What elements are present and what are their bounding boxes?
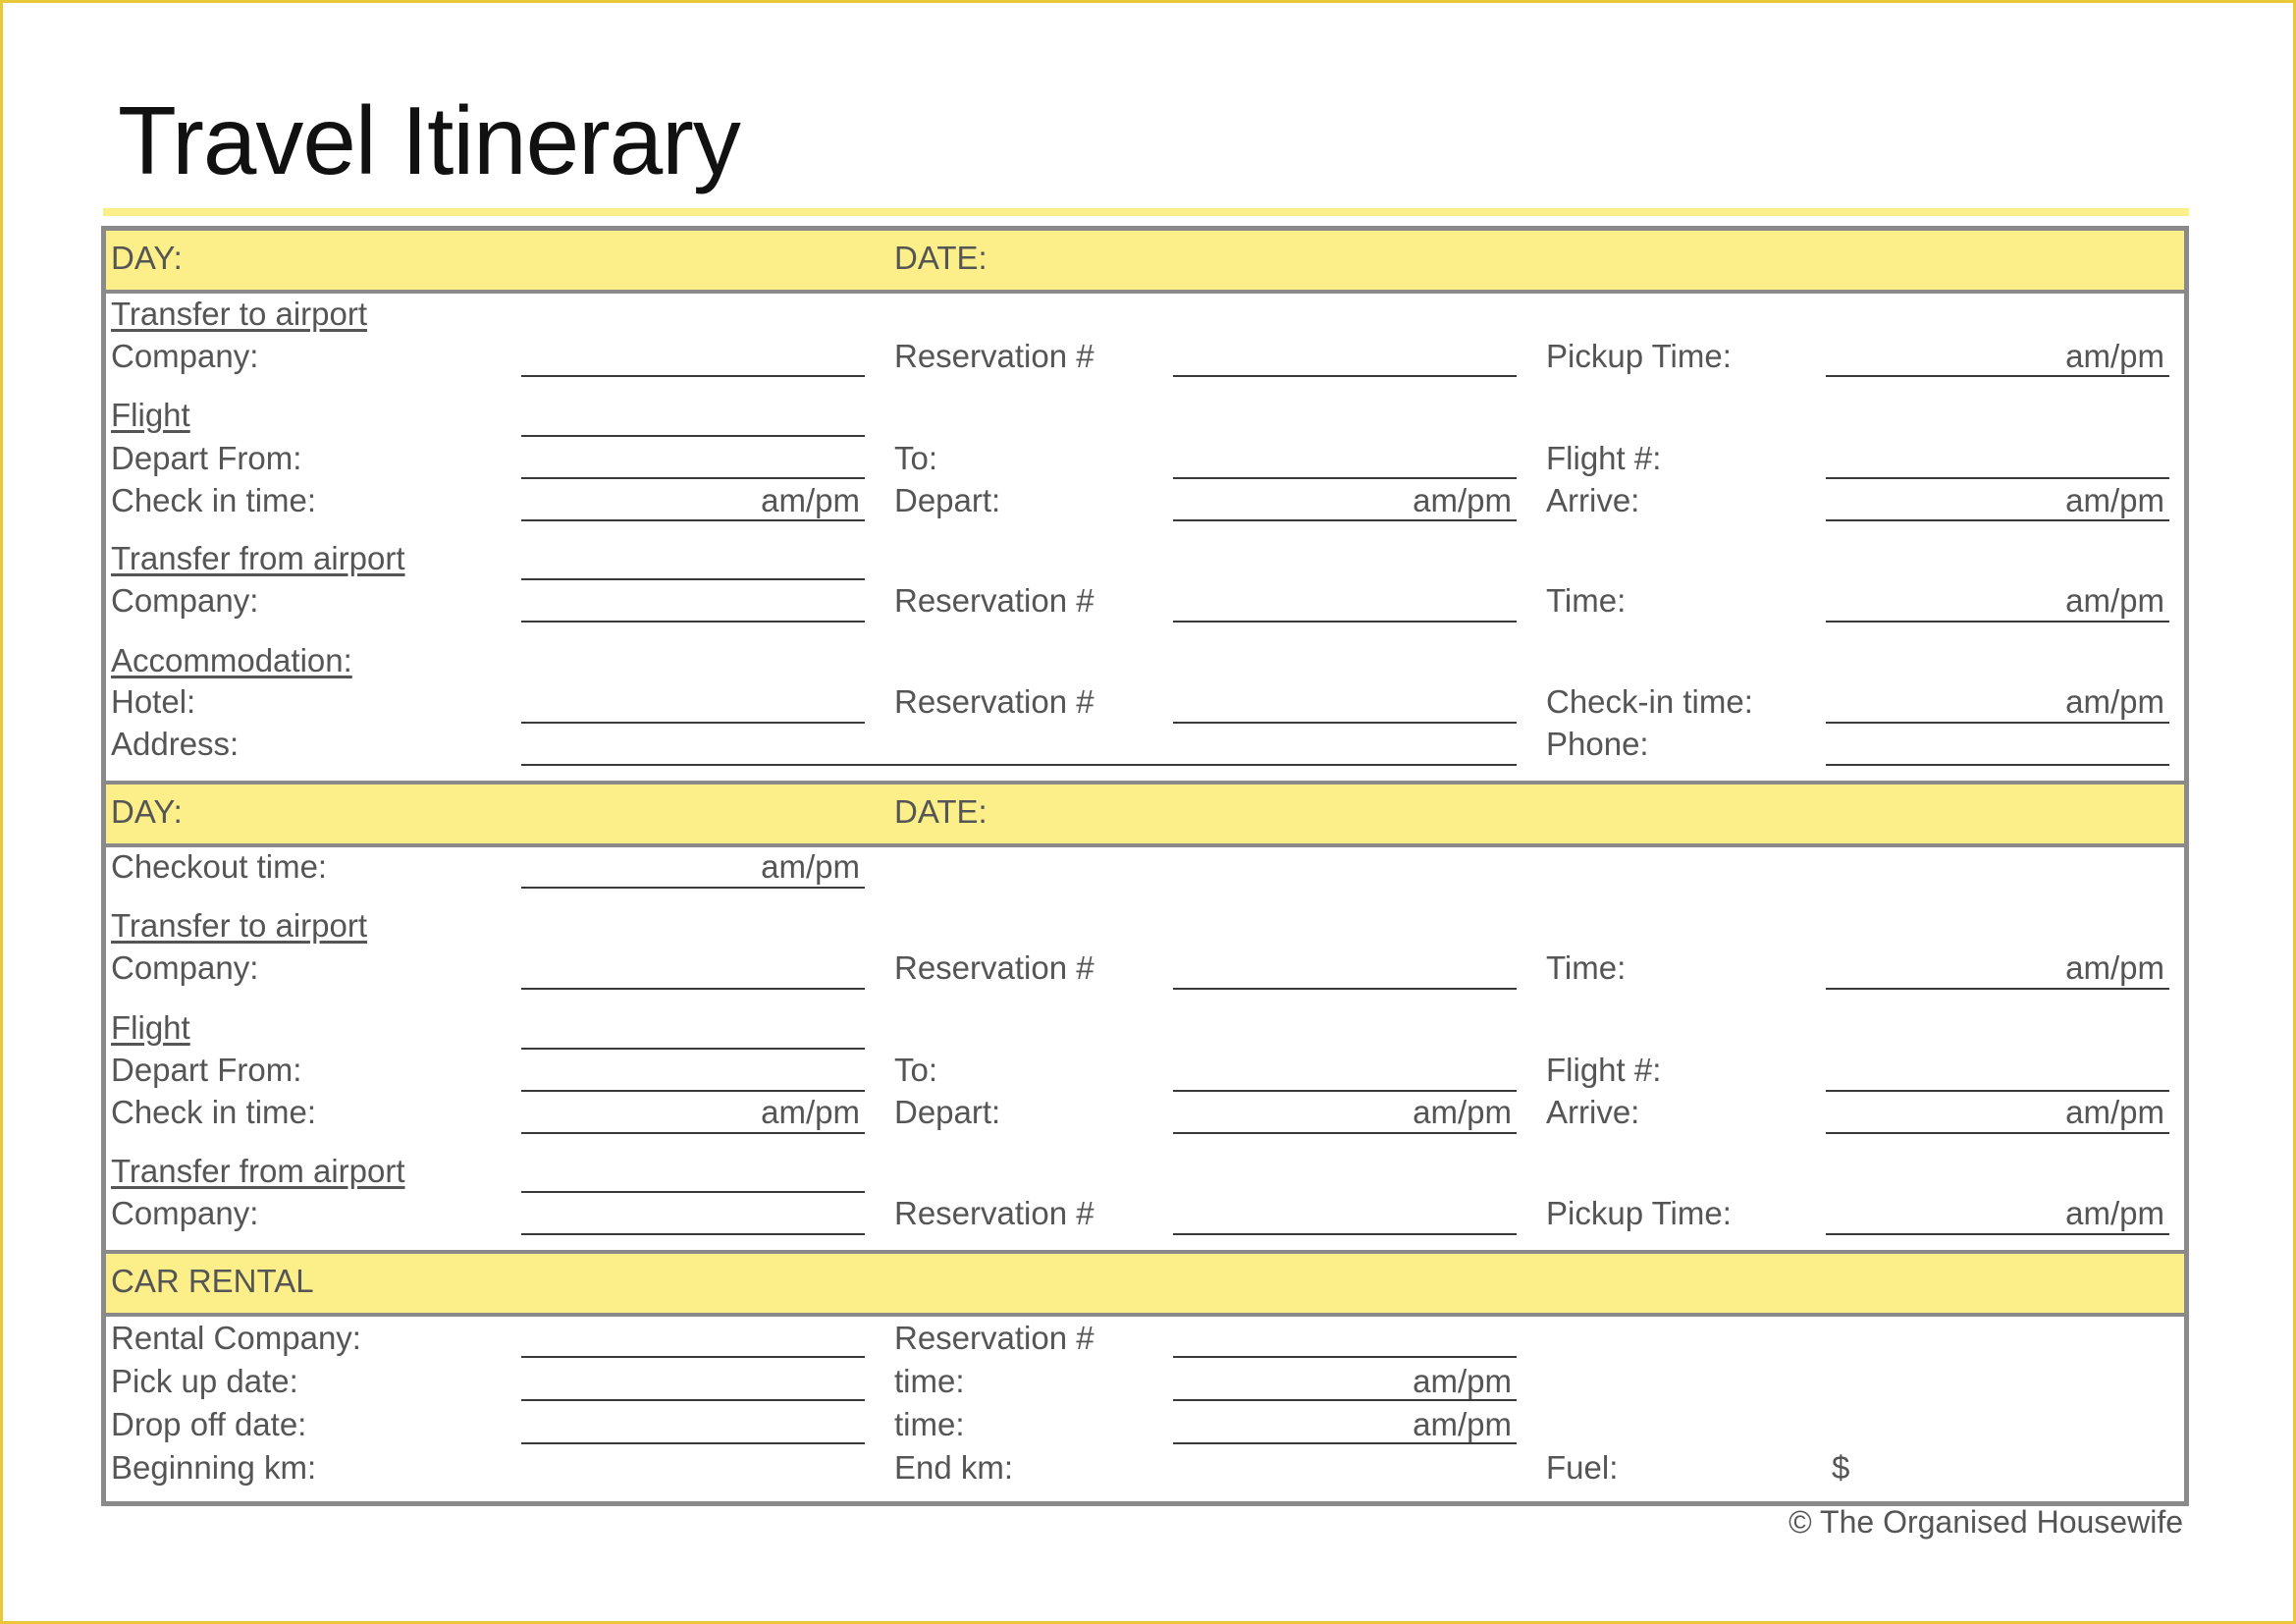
car-reservation-field[interactable] xyxy=(1173,1356,1517,1358)
day1-to-field[interactable] xyxy=(1173,477,1517,479)
car-rental-header-band xyxy=(106,1254,2184,1313)
day1-company-field[interactable] xyxy=(521,375,865,377)
car-fuel-currency: $ xyxy=(1832,1449,1850,1486)
day1-date-label: DATE: xyxy=(894,240,988,276)
day2-checkout-field[interactable] xyxy=(521,887,865,889)
day1-checkin-ampm: am/pm xyxy=(2065,683,2164,720)
page-title: Travel Itinerary xyxy=(118,86,740,194)
car-end-km-label: End km: xyxy=(894,1449,1014,1486)
day2-depart-from-field[interactable] xyxy=(521,1090,865,1092)
day1-checkin-time-field[interactable] xyxy=(1826,722,2169,724)
day2-depart-field[interactable] xyxy=(1173,1132,1517,1134)
day2-arrive-label: Arrive: xyxy=(1546,1094,1640,1130)
day1-flight-no-label: Flight #: xyxy=(1546,440,1662,476)
day2-to-label: To: xyxy=(894,1052,938,1088)
day1-address-field[interactable] xyxy=(521,764,1517,766)
day2-pickup-time-field[interactable] xyxy=(1826,1233,2169,1235)
title-underline xyxy=(103,208,2189,216)
day2-checkout-label: Checkout time: xyxy=(111,848,328,885)
day2-to-field[interactable] xyxy=(1173,1090,1517,1092)
day2-transfer-to-heading: Transfer to airport xyxy=(111,907,368,944)
day2-date-label: DATE: xyxy=(894,793,988,830)
day1-checkin-time-label: Check-in time: xyxy=(1546,683,1753,720)
car-pickup-time-label: time: xyxy=(894,1363,965,1399)
car-pickup-date-field[interactable] xyxy=(521,1399,865,1401)
day2-check-in-ampm: am/pm xyxy=(761,1094,860,1130)
day1-transfer-from-heading: Transfer from airport xyxy=(111,540,405,576)
day1-header-band xyxy=(106,231,2184,290)
day2-arrive-field[interactable] xyxy=(1826,1132,2169,1134)
car-rental-heading: CAR RENTAL xyxy=(111,1263,314,1299)
day2-depart-ampm: am/pm xyxy=(1413,1094,1512,1130)
day1-depart-from-label: Depart From: xyxy=(111,440,302,476)
day2-pickup-time-label: Pickup Time: xyxy=(1546,1195,1732,1231)
day2-checkout-ampm: am/pm xyxy=(761,848,860,885)
day2-time-label: Time: xyxy=(1546,949,1627,986)
day1-phone-label: Phone: xyxy=(1546,726,1649,762)
day1-company-label: Company: xyxy=(111,338,259,374)
day2-reservation2-field[interactable] xyxy=(1173,1233,1517,1235)
day2-time-ampm: am/pm xyxy=(2065,949,2164,986)
day1-reservation3-label: Reservation # xyxy=(894,683,1095,720)
day1-phone-field[interactable] xyxy=(1826,764,2169,766)
car-dropoff-ampm: am/pm xyxy=(1413,1406,1512,1442)
day1-transfer-to-heading: Transfer to airport xyxy=(111,296,368,332)
day1-hotel-label: Hotel: xyxy=(111,683,196,720)
car-rental-company-label: Rental Company: xyxy=(111,1320,361,1356)
day2-check-in-label: Check in time: xyxy=(111,1094,317,1130)
car-reservation-label: Reservation # xyxy=(894,1320,1095,1356)
day1-arrive-label: Arrive: xyxy=(1546,482,1640,518)
day1-depart-label: Depart: xyxy=(894,482,1001,518)
day1-time-field[interactable] xyxy=(1826,621,2169,623)
day1-time-label: Time: xyxy=(1546,582,1627,619)
day2-depart-from-label: Depart From: xyxy=(111,1052,302,1088)
day2-company2-label: Company: xyxy=(111,1195,259,1231)
day1-reservation-field[interactable] xyxy=(1173,375,1517,377)
day1-depart-ampm: am/pm xyxy=(1413,482,1512,518)
car-pickup-ampm: am/pm xyxy=(1413,1363,1512,1399)
day2-flight-field[interactable] xyxy=(521,1048,865,1050)
day2-check-in-field[interactable] xyxy=(521,1132,865,1134)
day1-hotel-field[interactable] xyxy=(521,722,865,724)
car-pickup-date-label: Pick up date: xyxy=(111,1363,298,1399)
day1-reservation2-field[interactable] xyxy=(1173,621,1517,623)
day2-flight-no-field[interactable] xyxy=(1826,1090,2169,1092)
day2-transfer-from-heading: Transfer from airport xyxy=(111,1153,405,1189)
day1-address-label: Address: xyxy=(111,726,240,762)
day2-flight-heading: Flight xyxy=(111,1009,190,1046)
day2-reservation-field[interactable] xyxy=(1173,988,1517,990)
day1-accommodation-heading: Accommodation: xyxy=(111,642,352,678)
car-rental-header-divider xyxy=(106,1313,2184,1317)
car-fuel-label: Fuel: xyxy=(1546,1449,1619,1486)
car-dropoff-date-label: Drop off date: xyxy=(111,1406,307,1442)
day1-time-ampm: am/pm xyxy=(2065,582,2164,619)
day1-flight-no-field[interactable] xyxy=(1826,477,2169,479)
day1-to-label: To: xyxy=(894,440,938,476)
day2-depart-label: Depart: xyxy=(894,1094,1001,1130)
day1-depart-from-field[interactable] xyxy=(521,477,865,479)
day1-reservation-label: Reservation # xyxy=(894,338,1095,374)
day1-pickup-time-label: Pickup Time: xyxy=(1546,338,1732,374)
day1-check-in-ampm: am/pm xyxy=(761,482,860,518)
day1-header-divider xyxy=(106,290,2184,294)
day2-company-label: Company: xyxy=(111,949,259,986)
day2-flight-no-label: Flight #: xyxy=(1546,1052,1662,1088)
car-dropoff-time-label: time: xyxy=(894,1406,965,1442)
day1-reservation3-field[interactable] xyxy=(1173,722,1517,724)
day2-time-field[interactable] xyxy=(1826,988,2169,990)
day1-flight-heading: Flight xyxy=(111,397,190,433)
day1-day-label: DAY: xyxy=(111,240,183,276)
car-dropoff-date-field[interactable] xyxy=(521,1442,865,1444)
car-beginning-km-label: Beginning km: xyxy=(111,1449,317,1486)
day2-header-band xyxy=(106,785,2184,843)
day1-transfer-from-field[interactable] xyxy=(521,578,865,580)
day1-reservation2-label: Reservation # xyxy=(894,582,1095,619)
day2-transfer-from-field[interactable] xyxy=(521,1191,865,1193)
day2-header-divider xyxy=(106,843,2184,847)
car-rental-company-field[interactable] xyxy=(521,1356,865,1358)
day2-company2-field[interactable] xyxy=(521,1233,865,1235)
day2-company-field[interactable] xyxy=(521,988,865,990)
itinerary-form xyxy=(101,226,2189,1506)
copyright-credit: © The Organised Housewife xyxy=(1789,1504,2183,1540)
day2-reservation-label: Reservation # xyxy=(894,949,1095,986)
day1-check-in-label: Check in time: xyxy=(111,482,317,518)
day1-company2-label: Company: xyxy=(111,582,259,619)
day2-pickup-ampm: am/pm xyxy=(2065,1195,2164,1231)
day1-arrive-ampm: am/pm xyxy=(2065,482,2164,518)
day1-pickup-ampm: am/pm xyxy=(2065,338,2164,374)
day1-company2-field[interactable] xyxy=(521,621,865,623)
day2-day-label: DAY: xyxy=(111,793,183,830)
day2-arrive-ampm: am/pm xyxy=(2065,1094,2164,1130)
day2-reservation2-label: Reservation # xyxy=(894,1195,1095,1231)
day1-flight-field[interactable] xyxy=(521,435,865,437)
